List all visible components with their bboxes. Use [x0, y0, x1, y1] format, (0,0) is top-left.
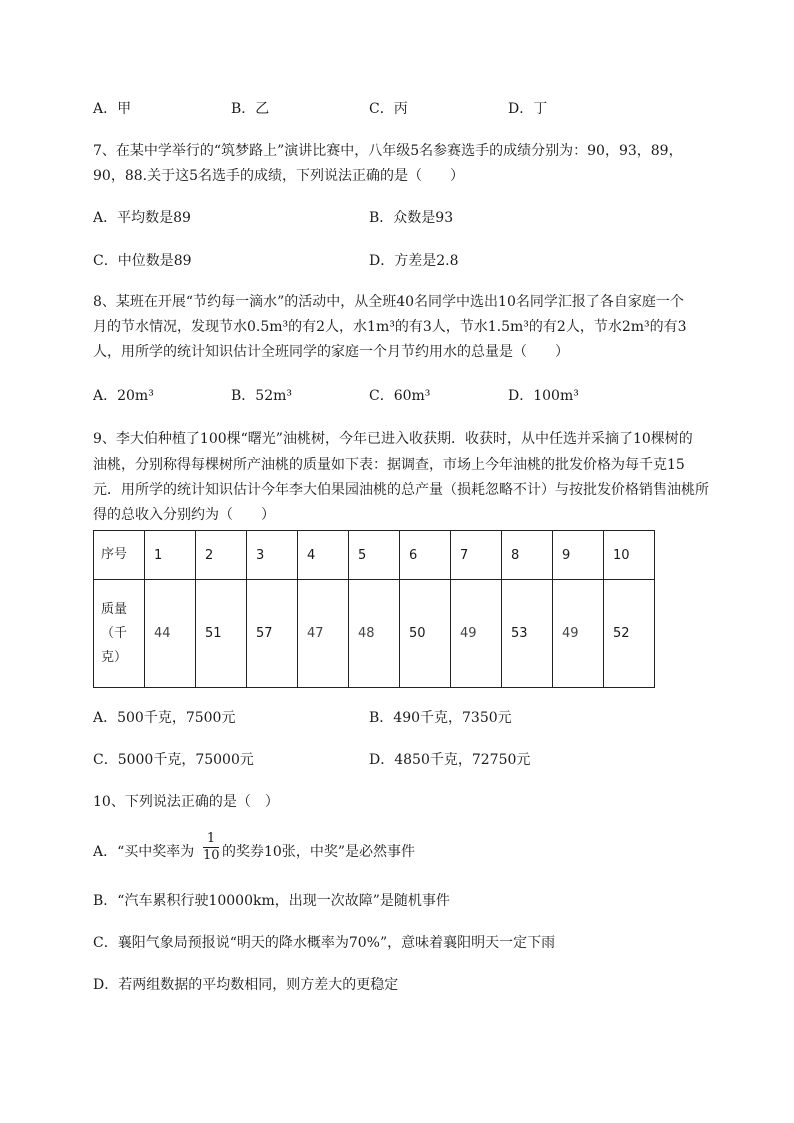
table-cell-index: 8	[502, 531, 553, 580]
q7-option-d: D．方差是2.8	[369, 253, 459, 269]
q7-stem-line-1: 7、在某中学举行的“筑梦路上”演讲比赛中，八年级5名参赛选手的成绩分别为：90，93，89，	[93, 143, 683, 159]
q9-data-table	[93, 530, 655, 688]
q10-option-a-prefix: A．“买中奖率为	[93, 844, 195, 860]
q10-option-b: B．“汽车累积行驶10000km，出现一次故障”是随机事件	[93, 893, 450, 909]
q10-option-d: D．若两组数据的平均数相同，则方差大的更稳定	[93, 977, 399, 993]
q7-option-c: C．中位数是89	[93, 253, 192, 269]
table-cell-mass: 50	[400, 580, 451, 688]
table-cell-index: 5	[349, 531, 400, 580]
q10-option-c: C．襄阳气象局预报说“明天的降水概率为70%”，意味着襄阳明天一定下雨	[93, 935, 556, 951]
table-cell-mass: 48	[349, 580, 400, 688]
q7-stem-line-2: 90，88.关于这5名选手的成绩，下列说法正确的是（ ）	[93, 168, 464, 184]
table-cell-index: 9	[553, 531, 604, 580]
table-cell-mass: 52	[604, 580, 655, 688]
table-cell-mass: 47	[298, 580, 349, 688]
q8-stem-line-3: 人，用所学的统计知识估计全班同学的家庭一个月节约用水的总量是（ ）	[93, 344, 569, 360]
table-cell-mass: 51	[196, 580, 247, 688]
q9-stem-line-3: 元．用所学的统计知识估计今年李大伯果园油桃的总产量（损耗忽略不计）与按批发价格销售油桃所	[93, 482, 709, 498]
q8-stem-line-1: 8、某班在开展“节约每一滴水”的活动中，从全班40名同学中选出10名同学汇报了各自家庭一个	[93, 294, 684, 310]
q8-stem-line-2: 月的节水情况，发现节水0.5m³的有2人，水1m³的有3人，节水1.5m³的有2人，节水2m³的有3	[93, 319, 687, 335]
q6-option-d: D．丁	[508, 101, 548, 117]
table-cell-mass: 49	[451, 580, 502, 688]
table-cell-index: 4	[298, 531, 349, 580]
table-cell-index: 10	[604, 531, 655, 580]
q9-option-d: D．4850千克，72750元	[369, 752, 531, 768]
q7-option-a: A．平均数是89	[93, 210, 191, 226]
fraction-denominator: 10	[203, 848, 220, 863]
table-cell-index: 3	[247, 531, 298, 580]
q8-option-d: D．100m³	[508, 388, 579, 404]
q9-option-a: A．500千克，7500元	[93, 710, 236, 726]
q10-option-a-suffix: 的奖券10张，中奖”是必然事件	[222, 844, 415, 860]
fraction-numerator: 1	[203, 831, 219, 848]
table-cell-mass: 57	[247, 580, 298, 688]
table-header-mass	[94, 580, 145, 688]
table-cell-index: 7	[451, 531, 502, 580]
table-cell-mass: 53	[502, 580, 553, 688]
q9-stem-line-2: 油桃，分别称得每棵树所产油桃的质量如下表：据调查，市场上今年油桃的批发价格为每千克15	[93, 457, 685, 473]
q10-option-a-fraction	[203, 831, 219, 864]
q6-option-a: A．甲	[93, 101, 132, 117]
q10-stem: 10、下列说法正确的是（ ）	[93, 794, 279, 810]
table-header-mass-line: （千	[101, 625, 128, 641]
q9-stem-line-1: 9、李大伯种植了100棵“曙光”油桃树，今年已进入收获期．收获时，从中任选并采摘了10棵树的	[93, 431, 693, 447]
q6-option-b: B．乙	[231, 101, 270, 117]
table-header-mass-line: 克）	[101, 649, 128, 665]
table-header-index: 序号	[94, 531, 145, 580]
q8-option-a: A．20m³	[93, 388, 154, 404]
q8-option-b: B．52m³	[231, 388, 292, 404]
table-cell-mass: 44	[145, 580, 196, 688]
q9-option-c: C．5000千克，75000元	[93, 752, 254, 768]
q9-stem-line-4: 得的总收入分别约为（ ）	[93, 507, 275, 523]
table-cell-index: 2	[196, 531, 247, 580]
q6-option-c: C．丙	[369, 101, 408, 117]
table-cell-mass: 49	[553, 580, 604, 688]
table-row	[94, 531, 655, 580]
q9-option-b: B．490千克，7350元	[369, 710, 512, 726]
q7-option-b: B．众数是93	[369, 210, 454, 226]
table-cell-index: 1	[145, 531, 196, 580]
table-cell-index: 6	[400, 531, 451, 580]
table-row	[94, 580, 655, 688]
table-header-mass-line: 质量	[101, 601, 128, 617]
q8-option-c: C．60m³	[369, 388, 431, 404]
